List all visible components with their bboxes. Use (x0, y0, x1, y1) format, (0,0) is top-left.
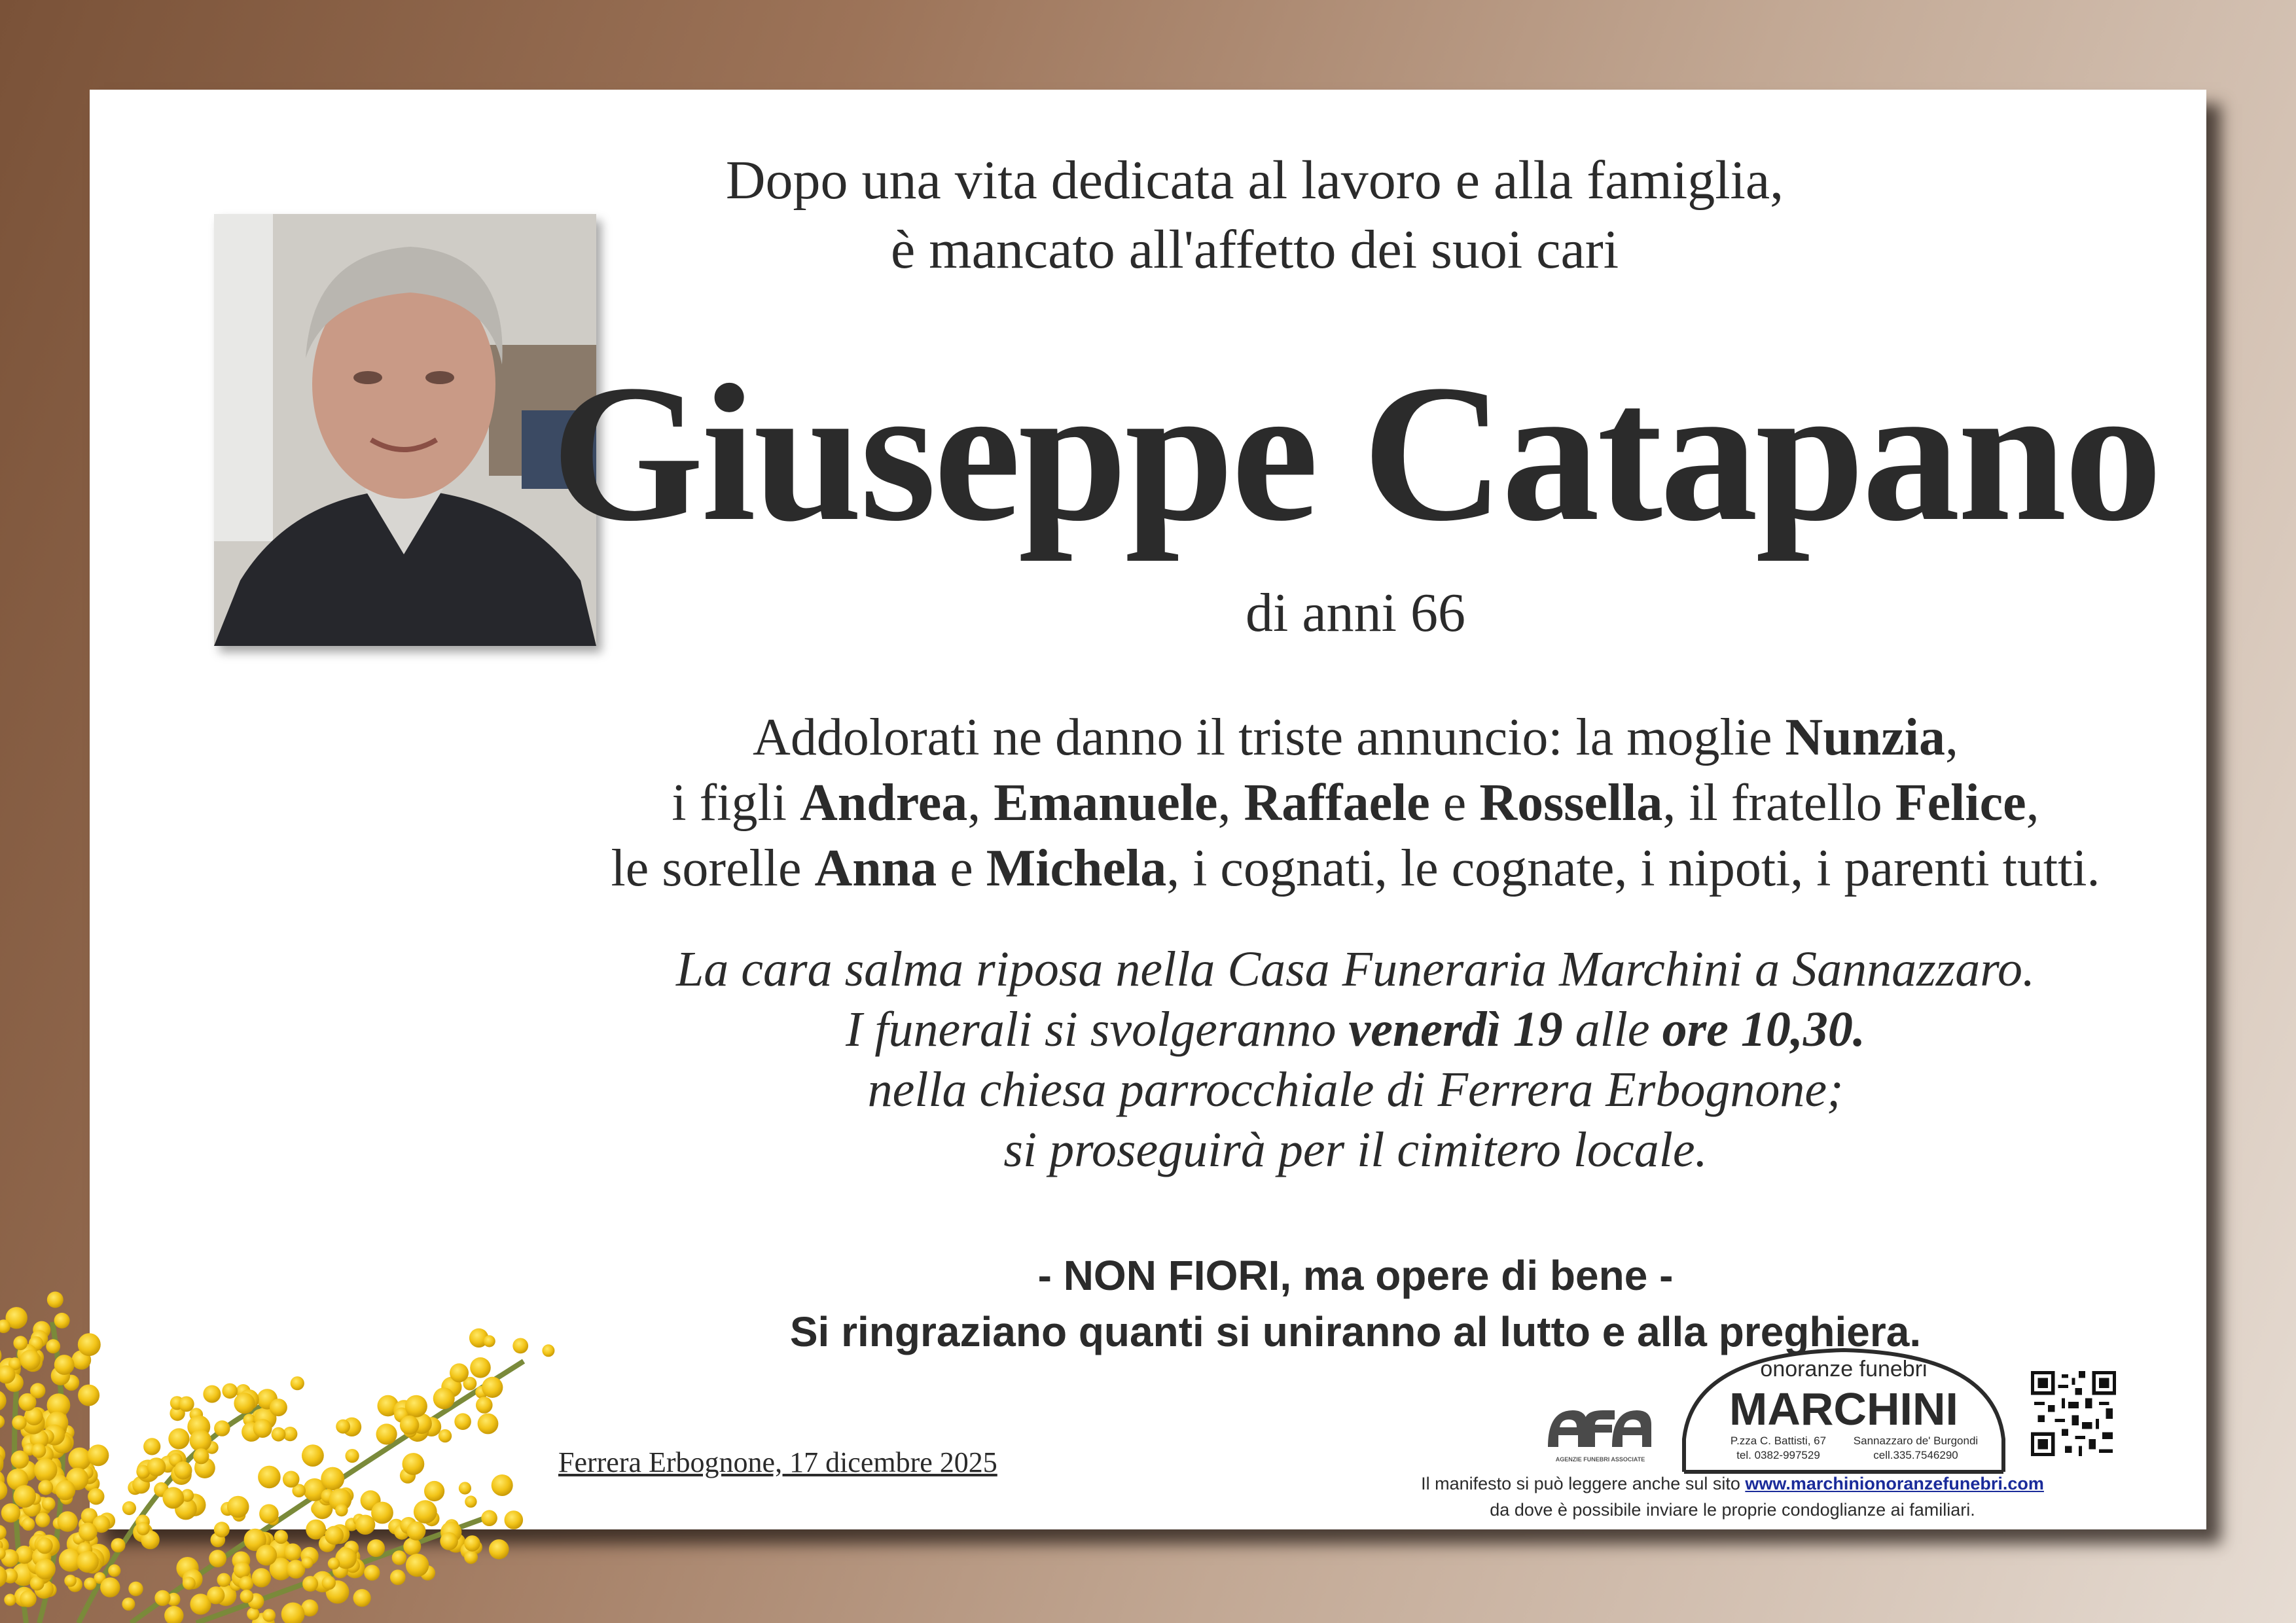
footer-line-1: Il manifesto si può leggere anche sul sito www.marchinionoranzefunebri.com (1421, 1474, 2044, 1493)
mimosa-blossom (164, 1606, 183, 1623)
mimosa-blossom (301, 1557, 313, 1569)
mimosa-blossom (291, 1376, 304, 1390)
mimosa-blossom (459, 1482, 471, 1494)
mimosa-blossom (42, 1497, 56, 1511)
mimosa-blossom (247, 1607, 259, 1620)
intro-line-1: Dopo una vita dedicata al lavoro e alla famiglia, (725, 150, 1784, 211)
afa-logo (1541, 1399, 1659, 1471)
mimosa-blossom (4, 1594, 16, 1605)
mimosa-blossom (336, 1419, 350, 1434)
mimosa-blossom (433, 1387, 455, 1409)
mimosa-blossom (13, 1485, 36, 1508)
mimosa-blossom (222, 1383, 238, 1399)
announcement-line-2: i figli Andrea, Emanuele, Raffaele e Rossella, il fratello Felice, (672, 774, 2039, 832)
mimosa-blossom (478, 1414, 499, 1435)
mimosa-blossom (302, 1444, 324, 1467)
mimosa-blossom (481, 1510, 497, 1526)
mimosa-blossom (58, 1511, 78, 1531)
mimosa-blossom (440, 1532, 458, 1550)
funeral-line-2: I funerali si svolgeranno venerdì 19 alle ore 10,30. (846, 1002, 1865, 1057)
funeral-line-3: nella chiesa parrocchiale di Ferrera Erbognone; (867, 1062, 1844, 1117)
mimosa-blossom (0, 1390, 7, 1411)
mimosa-blossom (154, 1590, 170, 1606)
mimosa-blossom (542, 1344, 554, 1357)
mimosa-blossom (111, 1538, 126, 1552)
mimosa-blossom (482, 1377, 503, 1398)
mimosa-blossom (392, 1550, 406, 1565)
mimosa-blossom (492, 1474, 513, 1496)
deceased-portrait-photo (214, 214, 596, 646)
mimosa-blossom (484, 1335, 495, 1347)
mimosa-blossom (0, 1415, 5, 1429)
mimosa-blossom (207, 1586, 224, 1604)
mimosa-blossom (258, 1466, 281, 1489)
marchini-address-2: Sannazzaro de' Burgondi (1853, 1435, 1979, 1447)
mimosa-blossom (37, 1537, 53, 1554)
mimosa-blossom (79, 1523, 98, 1542)
mimosa-blossom (68, 1448, 91, 1471)
mimosa-blossom (406, 1554, 429, 1577)
funeral-line-1: La cara salma riposa nella Casa Funeraria Marchini a Sannazzaro. (675, 942, 2036, 997)
mimosa-blossom (489, 1539, 509, 1560)
mimosa-blossom (22, 1518, 35, 1531)
thanks-line: Si ringraziano quanti si uniranno al lutto e alla preghiera. (789, 1308, 1922, 1355)
mimosa-blossom (20, 1590, 37, 1607)
mimosa-blossom (400, 1416, 419, 1435)
marchini-tel-2: cell.335.7546290 (1873, 1449, 1958, 1461)
mimosa-blossom (252, 1568, 271, 1587)
mimosa-blossom (217, 1573, 231, 1587)
mimosa-blossom (227, 1496, 249, 1518)
mimosa-blossom (234, 1561, 251, 1578)
mimosa-blossom (174, 1461, 192, 1480)
mimosa-blossom (270, 1399, 287, 1416)
mimosa-blossom (0, 1525, 7, 1540)
mimosa-blossom (321, 1467, 344, 1491)
mimosa-blossom (367, 1539, 385, 1557)
mimosa-blossom (281, 1603, 305, 1623)
non-fiori-notice: - NON FIORI, ma opere di bene - (1037, 1252, 1674, 1299)
mimosa-blossom (403, 1538, 421, 1556)
mimosa-blossom (54, 1313, 70, 1329)
mimosa-blossom (376, 1423, 397, 1444)
mimosa-blossom (214, 1522, 230, 1537)
marchini-name: MARCHINI (1729, 1383, 1958, 1435)
mimosa-blossom (214, 1420, 230, 1436)
mimosa-blossom (234, 1393, 255, 1414)
mimosa-blossom (476, 1397, 493, 1414)
mimosa-blossom (55, 1480, 75, 1501)
mimosa-blossom (20, 1349, 41, 1370)
mimosa-blossom (11, 1450, 29, 1469)
mimosa-blossom (64, 1575, 77, 1587)
mimosa-blossom (439, 1429, 452, 1442)
mimosa-blossom (77, 1551, 99, 1573)
mimosa-blossom (137, 1522, 150, 1535)
mimosa-blossom (30, 1383, 45, 1398)
deceased-name: Giuseppe Catapano (551, 344, 2160, 562)
mimosa-blossom (239, 1576, 253, 1590)
mimosa-blossom (414, 1500, 437, 1524)
mimosa-blossom (162, 1487, 184, 1508)
mimosa-blossom (284, 1543, 302, 1561)
marchini-tel-1: tel. 0382-997529 (1736, 1449, 1820, 1461)
mimosa-blossom (262, 1609, 276, 1622)
announcement-line-3: le sorelle Anna e Michela, i cognati, le cognate, i nipoti, i parenti tutti. (611, 840, 2100, 897)
afa-caption: AGENZIE FUNEBRI ASSOCIATE (1555, 1456, 1645, 1463)
mimosa-blossom (54, 1355, 75, 1375)
mimosa-blossom (371, 1502, 393, 1524)
mimosa-blossom (450, 1363, 469, 1382)
mimosa-blossom (0, 1480, 7, 1501)
mimosa-blossom (465, 1495, 476, 1507)
mimosa-blossom (143, 1438, 160, 1455)
mimosa-blossom (364, 1565, 380, 1580)
mimosa-blossom (355, 1515, 375, 1535)
mimosa-blossom (31, 1443, 46, 1457)
mimosa-blossom (128, 1582, 143, 1596)
mimosa-blossom (256, 1544, 277, 1565)
mimosa-blossom (78, 1333, 101, 1356)
intro-line-2: è mancato all'affetto dei suoi cari (890, 219, 1619, 280)
mimosa-blossom (108, 1564, 120, 1577)
deceased-age: di anni 66 (1246, 582, 1465, 643)
mimosa-blossom (454, 1413, 471, 1430)
mimosa-blossom (325, 1526, 344, 1545)
mimosa-blossom (283, 1471, 300, 1488)
mimosa-blossom (405, 1395, 427, 1418)
mimosa-blossom (464, 1550, 478, 1564)
mimosa-blossom (406, 1522, 425, 1541)
mimosa-flowers-icon (0, 982, 576, 1623)
mimosa-blossom (84, 1578, 96, 1590)
mimosa-blossom (1, 1503, 20, 1522)
mimosa-blossom (424, 1481, 444, 1501)
mimosa-blossom (203, 1385, 221, 1403)
mimosa-blossom (122, 1597, 135, 1611)
mimosa-blossom (505, 1510, 524, 1529)
mimosa-blossom (35, 1512, 50, 1527)
mimosa-blossom (464, 1535, 480, 1552)
marchini-address-1: P.zza C. Battisti, 67 (1730, 1435, 1827, 1447)
mimosa-blossom (253, 1419, 272, 1438)
mimosa-blossom (183, 1577, 196, 1590)
mimosa-blossom (403, 1453, 425, 1475)
mimosa-blossom (193, 1448, 209, 1464)
mimosa-blossom (512, 1338, 528, 1354)
mimosa-blossom (168, 1428, 189, 1449)
mimosa-blossom (87, 1444, 109, 1466)
mimosa-blossom (35, 1559, 56, 1580)
mimosa-blossom (47, 1292, 63, 1308)
mimosa-blossom (78, 1385, 99, 1406)
mimosa-blossom (179, 1397, 194, 1412)
marchini-logo (1680, 1341, 2007, 1478)
mimosa-blossom (335, 1504, 348, 1516)
mimosa-blossom (12, 1416, 26, 1430)
mimosa-blossom (100, 1577, 120, 1597)
marchini-arc-text: onoranze funebri (1760, 1357, 1928, 1382)
mimosa-blossom (38, 1480, 53, 1495)
mimosa-blossom (34, 1458, 58, 1482)
mimosa-blossom (302, 1576, 318, 1592)
place-date: Ferrera Erbognone, 17 dicembre 2025 (558, 1446, 997, 1478)
mimosa-blossom (0, 1565, 7, 1588)
mimosa-blossom (13, 1336, 27, 1350)
mimosa-blossom (470, 1357, 491, 1378)
mimosa-blossom (122, 1501, 136, 1515)
footer-line-2: da dove è possibile inviare le proprie condoglianze ai familiari. (1490, 1500, 1975, 1520)
mimosa-blossom (240, 1590, 254, 1603)
mimosa-blossom (209, 1550, 226, 1567)
mimosa-blossom (274, 1530, 288, 1544)
announcement-line-1: Addolorati ne danno il triste annuncio: la moglie Nunzia, (753, 709, 1958, 766)
mimosa-blossom (353, 1589, 371, 1607)
mimosa-blossom (259, 1504, 279, 1524)
mimosa-blossom (46, 1339, 60, 1353)
mimosa-blossom (322, 1576, 336, 1590)
website-link[interactable]: www.marchinionoranzefunebri.com (1745, 1474, 2044, 1493)
funeral-line-4: si proseguirà per il cimitero locale. (1003, 1122, 1708, 1177)
mimosa-blossom (328, 1558, 340, 1569)
mimosa-blossom (390, 1569, 406, 1585)
mimosa-blossom (272, 1427, 286, 1442)
mimosa-blossom (88, 1488, 104, 1505)
mimosa-blossom (147, 1457, 166, 1476)
mimosa-blossom (346, 1449, 359, 1463)
qr-code-icon[interactable] (2031, 1371, 2116, 1456)
